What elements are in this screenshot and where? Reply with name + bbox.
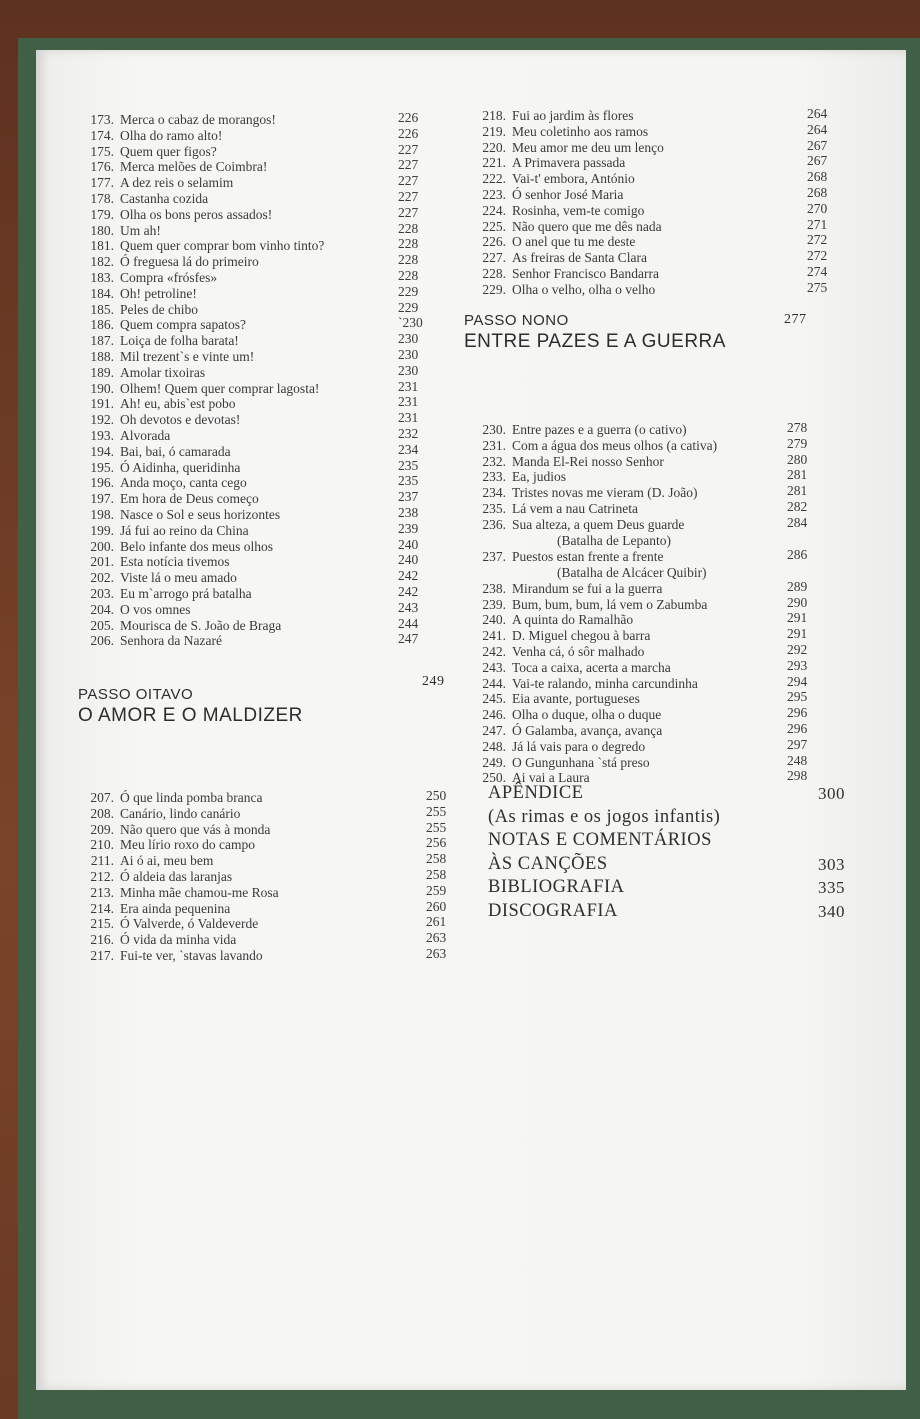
toc-entry-number: 234. bbox=[482, 485, 506, 501]
toc-entry-number: 189. bbox=[90, 364, 114, 380]
toc-entry-page: 247 bbox=[398, 631, 419, 647]
toc-entry-title: Merca melões de Coimbra! bbox=[120, 159, 268, 175]
toc-entry-page: 272 bbox=[807, 248, 828, 264]
toc-entry-title: Ah! eu, abis`est pobo bbox=[120, 396, 236, 412]
toc-entry-page: 286 bbox=[787, 546, 808, 562]
toc-entry-title: Peles de chibo bbox=[120, 301, 198, 317]
toc-entry-page: 226 bbox=[398, 110, 419, 125]
toc-entry-page: 235 bbox=[398, 457, 419, 473]
toc-entry-number: 197. bbox=[90, 491, 114, 507]
toc-entry-number: 241. bbox=[482, 628, 506, 644]
toc-entry-page: 226 bbox=[398, 125, 419, 141]
appendix-item-title: NOTAS E COMENTÁRIOS bbox=[488, 830, 712, 850]
toc-entry-title: Sua alteza, a quem Deus guarde bbox=[512, 516, 685, 532]
toc-entry-number: 185. bbox=[90, 301, 114, 317]
toc-entry bbox=[70, 803, 465, 822]
toc-entry-number: 203. bbox=[90, 585, 114, 601]
toc-entry-page: 234 bbox=[398, 441, 419, 457]
appendix-item-page: 303 bbox=[818, 854, 845, 874]
toc-entry-number: 237. bbox=[482, 548, 506, 564]
appendix-item-title: APÊNDICE bbox=[488, 783, 584, 803]
toc-entry-number: 181. bbox=[90, 238, 114, 254]
toc-entry-title: Quem quer figos? bbox=[120, 143, 217, 159]
toc-entry bbox=[70, 866, 465, 885]
toc-entry-number: 205. bbox=[90, 617, 114, 633]
toc-entry-number: 236. bbox=[482, 516, 506, 532]
toc-entry-page: 268 bbox=[807, 169, 828, 185]
toc-entry-number: 218. bbox=[482, 108, 506, 123]
toc-entry-number: 191. bbox=[90, 396, 114, 412]
toc-entry-title: A quinta do Ramalhão bbox=[512, 612, 634, 628]
toc-entry-number: 247. bbox=[482, 722, 506, 738]
appendix-item-page: 340 bbox=[818, 901, 845, 921]
toc-entry-number: 229. bbox=[482, 281, 506, 297]
toc-entry-number: 219. bbox=[482, 123, 506, 139]
toc-entry-number: 196. bbox=[90, 475, 114, 491]
toc-entry-title: Senhor Francisco Bandarra bbox=[512, 265, 659, 281]
toc-entry-page: 263 bbox=[426, 945, 447, 961]
toc-entry-page: 255 bbox=[426, 803, 447, 819]
toc-entry-page: 227 bbox=[398, 157, 419, 173]
toc-entry-title: Oh devotos e devotas! bbox=[120, 412, 241, 428]
toc-entry-page: 256 bbox=[426, 835, 447, 851]
section-page-number: 277 bbox=[784, 312, 807, 327]
toc-entry-title: Vai-t' embora, António bbox=[512, 171, 635, 187]
toc-entry-title: Ó Aidinha, queridinha bbox=[120, 459, 241, 475]
toc-entry-page: 228 bbox=[398, 220, 419, 236]
toc-entry-page: 240 bbox=[398, 552, 419, 568]
toc-entry-title: Amolar tixoiras bbox=[120, 364, 206, 380]
toc-entry-number: 230. bbox=[482, 422, 506, 437]
toc-entry-page: 228 bbox=[398, 267, 419, 283]
toc-entry-number: 187. bbox=[90, 333, 114, 349]
toc-entry-page: 279 bbox=[787, 435, 808, 451]
toc-entry-page: 289 bbox=[787, 578, 808, 594]
toc-entry-page: 296 bbox=[787, 705, 808, 721]
toc-entry-number: 173. bbox=[90, 112, 114, 127]
toc-entry bbox=[462, 216, 852, 235]
toc-entry-number: 231. bbox=[482, 437, 506, 453]
toc-entry-title: Com a água dos meus olhos (a cativa) bbox=[512, 437, 718, 453]
toc-entry bbox=[462, 546, 852, 581]
toc-entry-number: 192. bbox=[90, 412, 114, 428]
toc-entry-page: 264 bbox=[807, 106, 828, 121]
toc-entry-title: Ó Valverde, ó Valdeverde bbox=[120, 916, 259, 932]
toc-entry-page: 268 bbox=[807, 184, 828, 200]
toc-entry-title: Não quero que me dês nada bbox=[512, 218, 662, 234]
toc-entry-number: 194. bbox=[90, 443, 114, 459]
toc-entry-number: 201. bbox=[90, 554, 114, 570]
toc-entry-title: Meu lírio roxo do campo bbox=[120, 837, 255, 853]
toc-entry-page: 280 bbox=[787, 451, 808, 467]
toc-entry-title: Mirandum se fui a la guerra bbox=[512, 580, 663, 596]
toc-entry-page: 297 bbox=[787, 736, 808, 752]
toc-entry-page: 229 bbox=[398, 299, 419, 315]
toc-entry bbox=[70, 945, 465, 964]
toc-entry bbox=[462, 108, 852, 124]
toc-entry-title: Ó vida da minha vida bbox=[120, 932, 237, 948]
toc-entry-page: 278 bbox=[787, 420, 808, 435]
toc-entry-title: Ai ó ai, meu bem bbox=[120, 853, 214, 869]
toc-entry-number: 226. bbox=[482, 234, 506, 250]
toc-entry-number: 179. bbox=[90, 206, 114, 222]
toc-entry-page: 239 bbox=[398, 520, 419, 536]
toc-entry-number: 239. bbox=[482, 596, 506, 612]
toc-entry-title: Fui-te ver, `stavas lavando bbox=[120, 947, 263, 963]
toc-entry-title: Belo infante dos meus olhos bbox=[120, 538, 273, 554]
toc-entry-title: Em hora de Deus começo bbox=[120, 491, 259, 507]
toc-entry bbox=[70, 790, 465, 806]
section-heading-passo-oitavo bbox=[78, 674, 445, 727]
toc-entry-page: 294 bbox=[787, 673, 808, 689]
toc-entry-title: Puestos estan frente a frente bbox=[512, 548, 664, 564]
toc-entry bbox=[70, 932, 465, 948]
toc-entry-title: Ó Galamba, avança, avança bbox=[512, 722, 663, 738]
appendix-item bbox=[488, 900, 868, 924]
toc-entry-title: Ea, judios bbox=[512, 469, 566, 485]
toc-entry-title: Olha o velho, olha o velho bbox=[512, 281, 656, 297]
toc-entry-title: Era ainda pequenina bbox=[120, 900, 231, 916]
appendix-item-title: DISCOGRAFIA bbox=[488, 900, 618, 921]
toc-entry-number: 225. bbox=[482, 218, 506, 234]
toc-entry-title: A Primavera passada bbox=[512, 155, 626, 171]
toc-entry-title: Fui ao jardim às flores bbox=[512, 108, 634, 123]
toc-entry-number: 212. bbox=[90, 868, 114, 884]
toc-entry bbox=[462, 514, 852, 549]
section-heading-passo-nono bbox=[464, 312, 807, 353]
toc-entry-title: Quem compra sapatos? bbox=[120, 317, 246, 333]
toc-entry-title: Ó senhor José Maria bbox=[512, 186, 624, 202]
toc-entry-page: 261 bbox=[426, 914, 447, 930]
toc-entry bbox=[70, 853, 465, 869]
toc-entry-page: 290 bbox=[787, 594, 808, 610]
toc-entry bbox=[462, 279, 852, 298]
toc-entry-number: 183. bbox=[90, 269, 114, 285]
toc-entry-number: 202. bbox=[90, 570, 114, 586]
toc-entry-title: Alvorada bbox=[120, 427, 171, 443]
toc-entry-page: 296 bbox=[787, 720, 808, 736]
toc-entry-title: Vai-te ralando, minha carcundinha bbox=[512, 675, 698, 691]
toc-entry-number: 224. bbox=[482, 202, 506, 218]
toc-entry bbox=[462, 155, 852, 171]
toc-entry-page: 227 bbox=[398, 188, 419, 204]
toc-entry-title: Castanha cozida bbox=[120, 190, 209, 206]
section-title: ENTRE PAZES E A GUERRA bbox=[464, 331, 726, 352]
toc-entry-number: 200. bbox=[90, 538, 114, 554]
toc-left-column bbox=[70, 112, 465, 649]
toc-entry-page: 244 bbox=[398, 615, 419, 631]
toc-entry-subtitle: (Batalha de Alcácer Quibir) bbox=[557, 564, 707, 580]
toc-entry-number: 186. bbox=[90, 317, 114, 333]
toc-entry-page: 267 bbox=[807, 153, 828, 169]
toc-entry-number: 243. bbox=[482, 659, 506, 675]
toc-entry-page: 238 bbox=[398, 504, 419, 520]
toc-entry-page: 298 bbox=[787, 768, 808, 784]
toc-entry-title: Olha do ramo alto! bbox=[120, 127, 223, 143]
toc-entry-page: 270 bbox=[807, 200, 828, 216]
toc-entry-number: 233. bbox=[482, 469, 506, 485]
toc-entry-number: 245. bbox=[482, 691, 506, 707]
toc-entry-title: Ó aldeia das laranjas bbox=[120, 868, 233, 884]
toc-entry-page: 229 bbox=[398, 283, 419, 299]
toc-entry-title: Venha cá, ó sôr malhado bbox=[512, 643, 645, 659]
toc-entry-page: 230 bbox=[398, 331, 419, 347]
toc-entry-number: 199. bbox=[90, 522, 114, 538]
toc-entry-number: 220. bbox=[482, 139, 506, 155]
toc-entry-number: 206. bbox=[90, 633, 114, 649]
toc-list-part8-cont bbox=[462, 108, 852, 298]
toc-entry-title: Ai vai a Laura bbox=[512, 770, 590, 786]
toc-entry-number: 232. bbox=[482, 453, 506, 469]
toc-entry-title: Toca a caixa, acerta a marcha bbox=[512, 659, 671, 675]
toc-entry-number: 195. bbox=[90, 459, 114, 475]
toc-list-part7 bbox=[70, 112, 465, 649]
toc-entry-title: Ó freguesa lá do primeiro bbox=[120, 254, 259, 270]
toc-entry-title: O vos omnes bbox=[120, 601, 191, 617]
toc-entry bbox=[70, 916, 465, 932]
toc-entry bbox=[70, 882, 465, 901]
toc-entry-number: 190. bbox=[90, 380, 114, 396]
toc-entry-number: 209. bbox=[90, 821, 114, 837]
toc-entry-number: 175. bbox=[90, 143, 114, 159]
toc-entry-title: O Gungunhana `stá preso bbox=[512, 754, 650, 770]
toc-entry-page: 258 bbox=[426, 851, 447, 867]
appendix-item bbox=[488, 876, 868, 900]
toc-entry-title: Tristes novas me vieram (D. João) bbox=[512, 485, 698, 501]
toc-entry-page: 231 bbox=[398, 410, 419, 426]
appendix-list bbox=[488, 782, 868, 923]
toc-entry-page: 227 bbox=[398, 173, 419, 189]
toc-entry-number: 217. bbox=[90, 947, 114, 963]
toc-entry-title: Mil trezent`s e vinte um! bbox=[120, 348, 255, 364]
toc-entry bbox=[462, 263, 852, 282]
toc-entry-page: 227 bbox=[398, 141, 419, 157]
toc-entry bbox=[462, 184, 852, 203]
toc-entry-title: Compra «frósfes» bbox=[120, 269, 218, 285]
toc-entry bbox=[462, 171, 852, 187]
toc-entry-number: 208. bbox=[90, 805, 114, 821]
toc-entry-title: D. Miguel chegou à barra bbox=[512, 628, 651, 644]
toc-entry-number: 240. bbox=[482, 612, 506, 628]
toc-entry-number: 242. bbox=[482, 643, 506, 659]
toc-entry bbox=[462, 234, 852, 250]
toc-entry-title: Merca o cabaz de morangos! bbox=[120, 112, 276, 127]
toc-entry-number: 227. bbox=[482, 250, 506, 266]
toc-entry-page: 242 bbox=[398, 583, 419, 599]
toc-entry-title: Não quero que vás à monda bbox=[120, 821, 271, 837]
toc-entry-page: 243 bbox=[398, 599, 419, 615]
toc-entry bbox=[462, 137, 852, 156]
toc-entry-number: 248. bbox=[482, 738, 506, 754]
toc-entry bbox=[70, 633, 465, 649]
toc-entry-number: 221. bbox=[482, 155, 506, 171]
toc-entry-page: 228 bbox=[398, 252, 419, 268]
toc-entry-title: Entre pazes e a guerra (o cativo) bbox=[512, 422, 687, 437]
toc-entry-page: 232 bbox=[398, 425, 419, 441]
toc-entry-page: 291 bbox=[787, 626, 808, 642]
toc-entry-number: 246. bbox=[482, 707, 506, 723]
toc-entry bbox=[462, 121, 852, 140]
toc-entry-title: Já lá vais para o degredo bbox=[512, 738, 646, 754]
appendix-item-title: BIBLIOGRAFIA bbox=[488, 877, 625, 897]
toc-entry-title: Ó que linda pomba branca bbox=[120, 790, 263, 805]
toc-entry-number: 177. bbox=[90, 175, 114, 191]
toc-entry-title: Meu amor me deu um lenço bbox=[512, 139, 664, 155]
section-page-number: 249 bbox=[422, 674, 445, 689]
toc-entry-number: 244. bbox=[482, 675, 506, 691]
toc-entry-number: 235. bbox=[482, 500, 506, 516]
toc-entry-number: 211. bbox=[90, 853, 114, 869]
toc-entry-page: 295 bbox=[787, 689, 808, 705]
toc-entry-title: Senhora da Nazaré bbox=[120, 633, 222, 649]
toc-entry-number: 216. bbox=[90, 932, 114, 948]
toc-entry-number: 210. bbox=[90, 837, 114, 853]
toc-entry-title: Mourisca de S. João de Braga bbox=[120, 617, 282, 633]
toc-entry-page: 291 bbox=[787, 610, 808, 626]
toc-entry-title: Eu m`arrogo prá batalha bbox=[120, 585, 252, 601]
toc-right-column bbox=[462, 108, 852, 298]
toc-entry-title: Esta notícia tivemos bbox=[120, 554, 230, 570]
toc-entry-title: Olhem! Quem quer comprar lagosta! bbox=[120, 380, 320, 396]
toc-entry bbox=[70, 819, 465, 838]
toc-entry-title: Já fui ao reino da China bbox=[120, 522, 249, 538]
toc-entry-page: 272 bbox=[807, 232, 828, 248]
toc-entry bbox=[462, 250, 852, 266]
toc-entry-title: Lá vem a nau Catrineta bbox=[512, 500, 638, 516]
toc-entry-title: Um ah! bbox=[120, 222, 161, 238]
toc-entry-page: 281 bbox=[787, 483, 808, 499]
toc-entry-number: 213. bbox=[90, 884, 114, 900]
toc-entry-page: 282 bbox=[787, 498, 808, 514]
toc-entry-page: 228 bbox=[398, 236, 419, 252]
toc-entry-page: 264 bbox=[807, 121, 828, 137]
toc-entry-title: Loiça de folha barata! bbox=[120, 333, 239, 349]
toc-entry-page: 259 bbox=[426, 882, 447, 898]
toc-entry-page: 227 bbox=[398, 204, 419, 220]
toc-entry-title: Oh! petroline! bbox=[120, 285, 197, 301]
toc-entry-title: O anel que tu me deste bbox=[512, 234, 636, 250]
appendix-item bbox=[488, 806, 868, 830]
toc-entry-number: 174. bbox=[90, 127, 114, 143]
toc-entry-number: 188. bbox=[90, 348, 114, 364]
section-kicker: PASSO NONO bbox=[464, 312, 569, 329]
toc-entry-page: 242 bbox=[398, 568, 419, 584]
toc-entry-number: 207. bbox=[90, 790, 114, 805]
toc-entry-title: Olha os bons peros assados! bbox=[120, 206, 273, 222]
toc-entry-page: 284 bbox=[787, 514, 808, 530]
toc-entry-page: 267 bbox=[807, 137, 828, 153]
toc-entry-title: Quem quer comprar bom vinho tinto? bbox=[120, 238, 325, 254]
toc-entry-page: 255 bbox=[426, 819, 447, 835]
toc-entry-title: Meu coletinho aos ramos bbox=[512, 123, 649, 139]
toc-entry-number: 204. bbox=[90, 601, 114, 617]
toc-entry-number: 180. bbox=[90, 222, 114, 238]
toc-entry-number: 250. bbox=[482, 770, 506, 786]
toc-entry-page: 292 bbox=[787, 641, 808, 657]
section-title: O AMOR E O MALDIZER bbox=[78, 705, 303, 726]
toc-entry-number: 182. bbox=[90, 254, 114, 270]
appendix-item bbox=[488, 782, 868, 806]
toc-entry-page: 237 bbox=[398, 489, 419, 505]
toc-entry-page: 230 bbox=[398, 346, 419, 362]
toc-entry-number: 249. bbox=[482, 754, 506, 770]
toc-entry-number: 222. bbox=[482, 171, 506, 187]
toc-entry-subtitle: (Batalha de Lepanto) bbox=[557, 532, 671, 548]
toc-entry-page: 240 bbox=[398, 536, 419, 552]
toc-left-column-2 bbox=[70, 790, 465, 964]
toc-entry-number: 228. bbox=[482, 265, 506, 281]
toc-entry-title: A dez reis o selamim bbox=[120, 175, 234, 191]
toc-entry-page: 231 bbox=[398, 394, 419, 410]
toc-entry-title: Minha mãe chamou-me Rosa bbox=[120, 884, 279, 900]
toc-entry-number: 178. bbox=[90, 190, 114, 206]
toc-entry-page: 248 bbox=[787, 752, 808, 768]
toc-entry-title: Bum, bum, bum, lá vem o Zabumba bbox=[512, 596, 708, 612]
toc-entry-number: 214. bbox=[90, 900, 114, 916]
toc-entry-title: Nasce o Sol e seus horizontes bbox=[120, 506, 281, 522]
toc-entry-title: Eia avante, portugueses bbox=[512, 691, 640, 707]
toc-entry-number: 238. bbox=[482, 580, 506, 596]
toc-entry-number: 223. bbox=[482, 186, 506, 202]
appendix-item-page: 335 bbox=[818, 878, 845, 897]
toc-entry-number: 193. bbox=[90, 427, 114, 443]
toc-entry-page: 275 bbox=[807, 279, 828, 295]
toc-entry-page: 231 bbox=[398, 378, 419, 394]
appendix-item-title: ÀS CANÇÕES bbox=[488, 853, 608, 874]
toc-entry-page: 235 bbox=[398, 473, 419, 489]
toc-entry-page: 281 bbox=[787, 467, 808, 483]
appendix-item bbox=[488, 853, 868, 877]
toc-entry bbox=[70, 898, 465, 917]
toc-entry-number: 215. bbox=[90, 916, 114, 932]
toc-entry-page: 271 bbox=[807, 216, 828, 232]
toc-entry-page: 230 bbox=[398, 362, 419, 378]
toc-right-column-2 bbox=[462, 422, 852, 786]
toc-entry bbox=[462, 200, 852, 219]
section-kicker: PASSO OITAVO bbox=[78, 686, 194, 703]
toc-entry-title: Bai, bai, ó camarada bbox=[120, 443, 231, 459]
toc-entry-page: `230 bbox=[398, 315, 423, 331]
toc-entry-page: 293 bbox=[787, 657, 808, 673]
toc-entry-page: 274 bbox=[807, 263, 828, 279]
toc-entry-title: Rosinha, vem-te comigo bbox=[512, 202, 645, 218]
toc-entry-page: 263 bbox=[426, 930, 447, 946]
toc-entry-title: Manda El-Rei nosso Senhor bbox=[512, 453, 664, 469]
appendix-item-title: (As rimas e os jogos infantis) bbox=[488, 806, 721, 827]
toc-entry-page: 260 bbox=[426, 898, 447, 914]
toc-entry-title: Olha o duque, olha o duque bbox=[512, 707, 662, 723]
toc-entry-number: 176. bbox=[90, 159, 114, 175]
toc-list-part9 bbox=[462, 422, 852, 786]
toc-entry-page: 258 bbox=[426, 866, 447, 882]
toc-list-part8 bbox=[70, 790, 465, 964]
toc-entry-title: As freiras de Santa Clara bbox=[512, 250, 647, 266]
appendix-item-page: 300 bbox=[818, 784, 845, 803]
toc-entry-number: 184. bbox=[90, 285, 114, 301]
toc-entry bbox=[70, 837, 465, 853]
appendix-item bbox=[488, 829, 868, 853]
toc-entry-title: Viste lá o meu amado bbox=[120, 570, 237, 586]
toc-entry-number: 198. bbox=[90, 506, 114, 522]
toc-entry-page: 250 bbox=[426, 788, 447, 803]
toc-entry-title: Anda moço, canta cego bbox=[120, 475, 247, 491]
toc-entry-title: Canário, lindo canário bbox=[120, 805, 241, 821]
